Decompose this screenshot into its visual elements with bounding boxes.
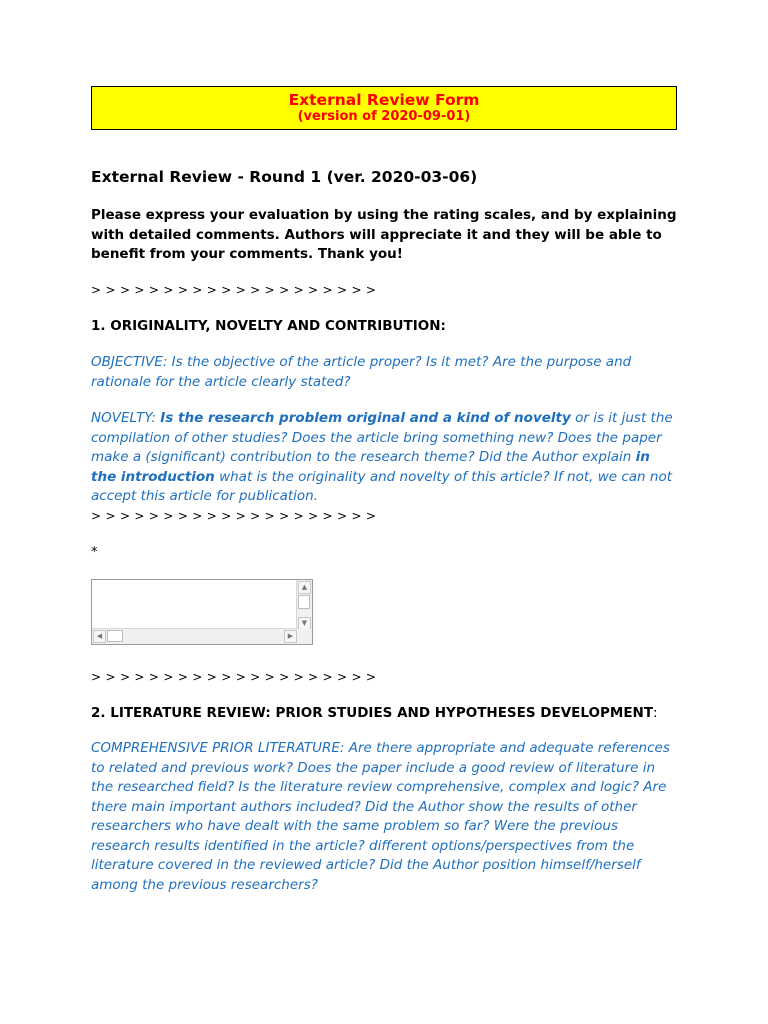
required-asterisk: * xyxy=(91,545,98,560)
intro-text: Please express your evaluation by using the rating scales, and by explaining with detailed comments. Authors will appreciate it and they will be able to benefit from your comments. Thank you! xyxy=(91,207,677,262)
scroll-up-arrow-icon[interactable]: ▲ xyxy=(298,581,311,594)
scroll-left-arrow-icon[interactable]: ◀ xyxy=(93,630,106,643)
novelty-bold-question: Is the research problem original and a kind of novelty xyxy=(160,410,571,426)
novelty-end: what is the originality and novelty of this article? If not, we can not accept this article for publication. xyxy=(91,468,673,504)
form-version: (version of 2020-09-01) xyxy=(297,109,471,124)
form-title-banner xyxy=(91,86,677,130)
scroll-right-arrow-icon[interactable]: ▶ xyxy=(284,630,297,643)
section1-novelty xyxy=(91,409,677,507)
section1-comment-textarea[interactable] xyxy=(91,579,313,645)
textarea-vertical-scrollbar[interactable] xyxy=(296,580,312,631)
form-title: External Review Form xyxy=(288,91,480,109)
section1-objective: OBJECTIVE: Is the objective of the article proper? Is it met? Are the purpose and rationale for the article clearly stated? xyxy=(91,354,632,390)
novelty-middle: or is it just the compilation of other studies? Does the article bring something new? Does the paper make a (significant) contribution to the research theme? Did the Author explain xyxy=(91,410,673,465)
horizontal-scroll-thumb[interactable] xyxy=(107,630,123,642)
scroll-down-arrow-icon[interactable]: ▼ xyxy=(298,617,311,630)
section2-heading-text: 2. LITERATURE REVIEW: PRIOR STUDIES AND HYPOTHESES DEVELOPMENT xyxy=(91,705,654,721)
textarea-horizontal-scrollbar[interactable] xyxy=(92,628,298,644)
section2-text: COMPREHENSIVE PRIOR LITERATURE: Are there appropriate and adequate references to related and previous work? Does the paper include a good review of literature in the researched field? Is the literature review comprehensive, complex and logic? Are there main important authors included? Did the Author show the results of other researchers who have dealt with the same problem so far? Were the previous research results identified in the article? different options/perspectives from the literature covered in the reviewed article? Did the Author position himself/herself among the previous researchers? xyxy=(91,740,670,893)
novelty-bold-introduction: in the introduction xyxy=(91,449,650,485)
round-title: External Review - Round 1 (ver. 2020-03-06) xyxy=(91,168,478,186)
section1-heading: 1. ORIGINALITY, NOVELTY AND CONTRIBUTION: xyxy=(91,318,446,334)
separator-1: > > > > > > > > > > > > > > > > > > > > xyxy=(91,283,377,297)
separator-2: > > > > > > > > > > > > > > > > > > > > xyxy=(91,509,377,523)
scrollbar-corner xyxy=(297,629,312,644)
section2-heading-colon: : xyxy=(653,705,658,721)
novelty-prefix: NOVELTY: xyxy=(91,410,161,426)
vertical-scroll-thumb[interactable] xyxy=(298,595,310,609)
section2-heading xyxy=(91,703,677,723)
separator-3: > > > > > > > > > > > > > > > > > > > > xyxy=(91,670,377,684)
